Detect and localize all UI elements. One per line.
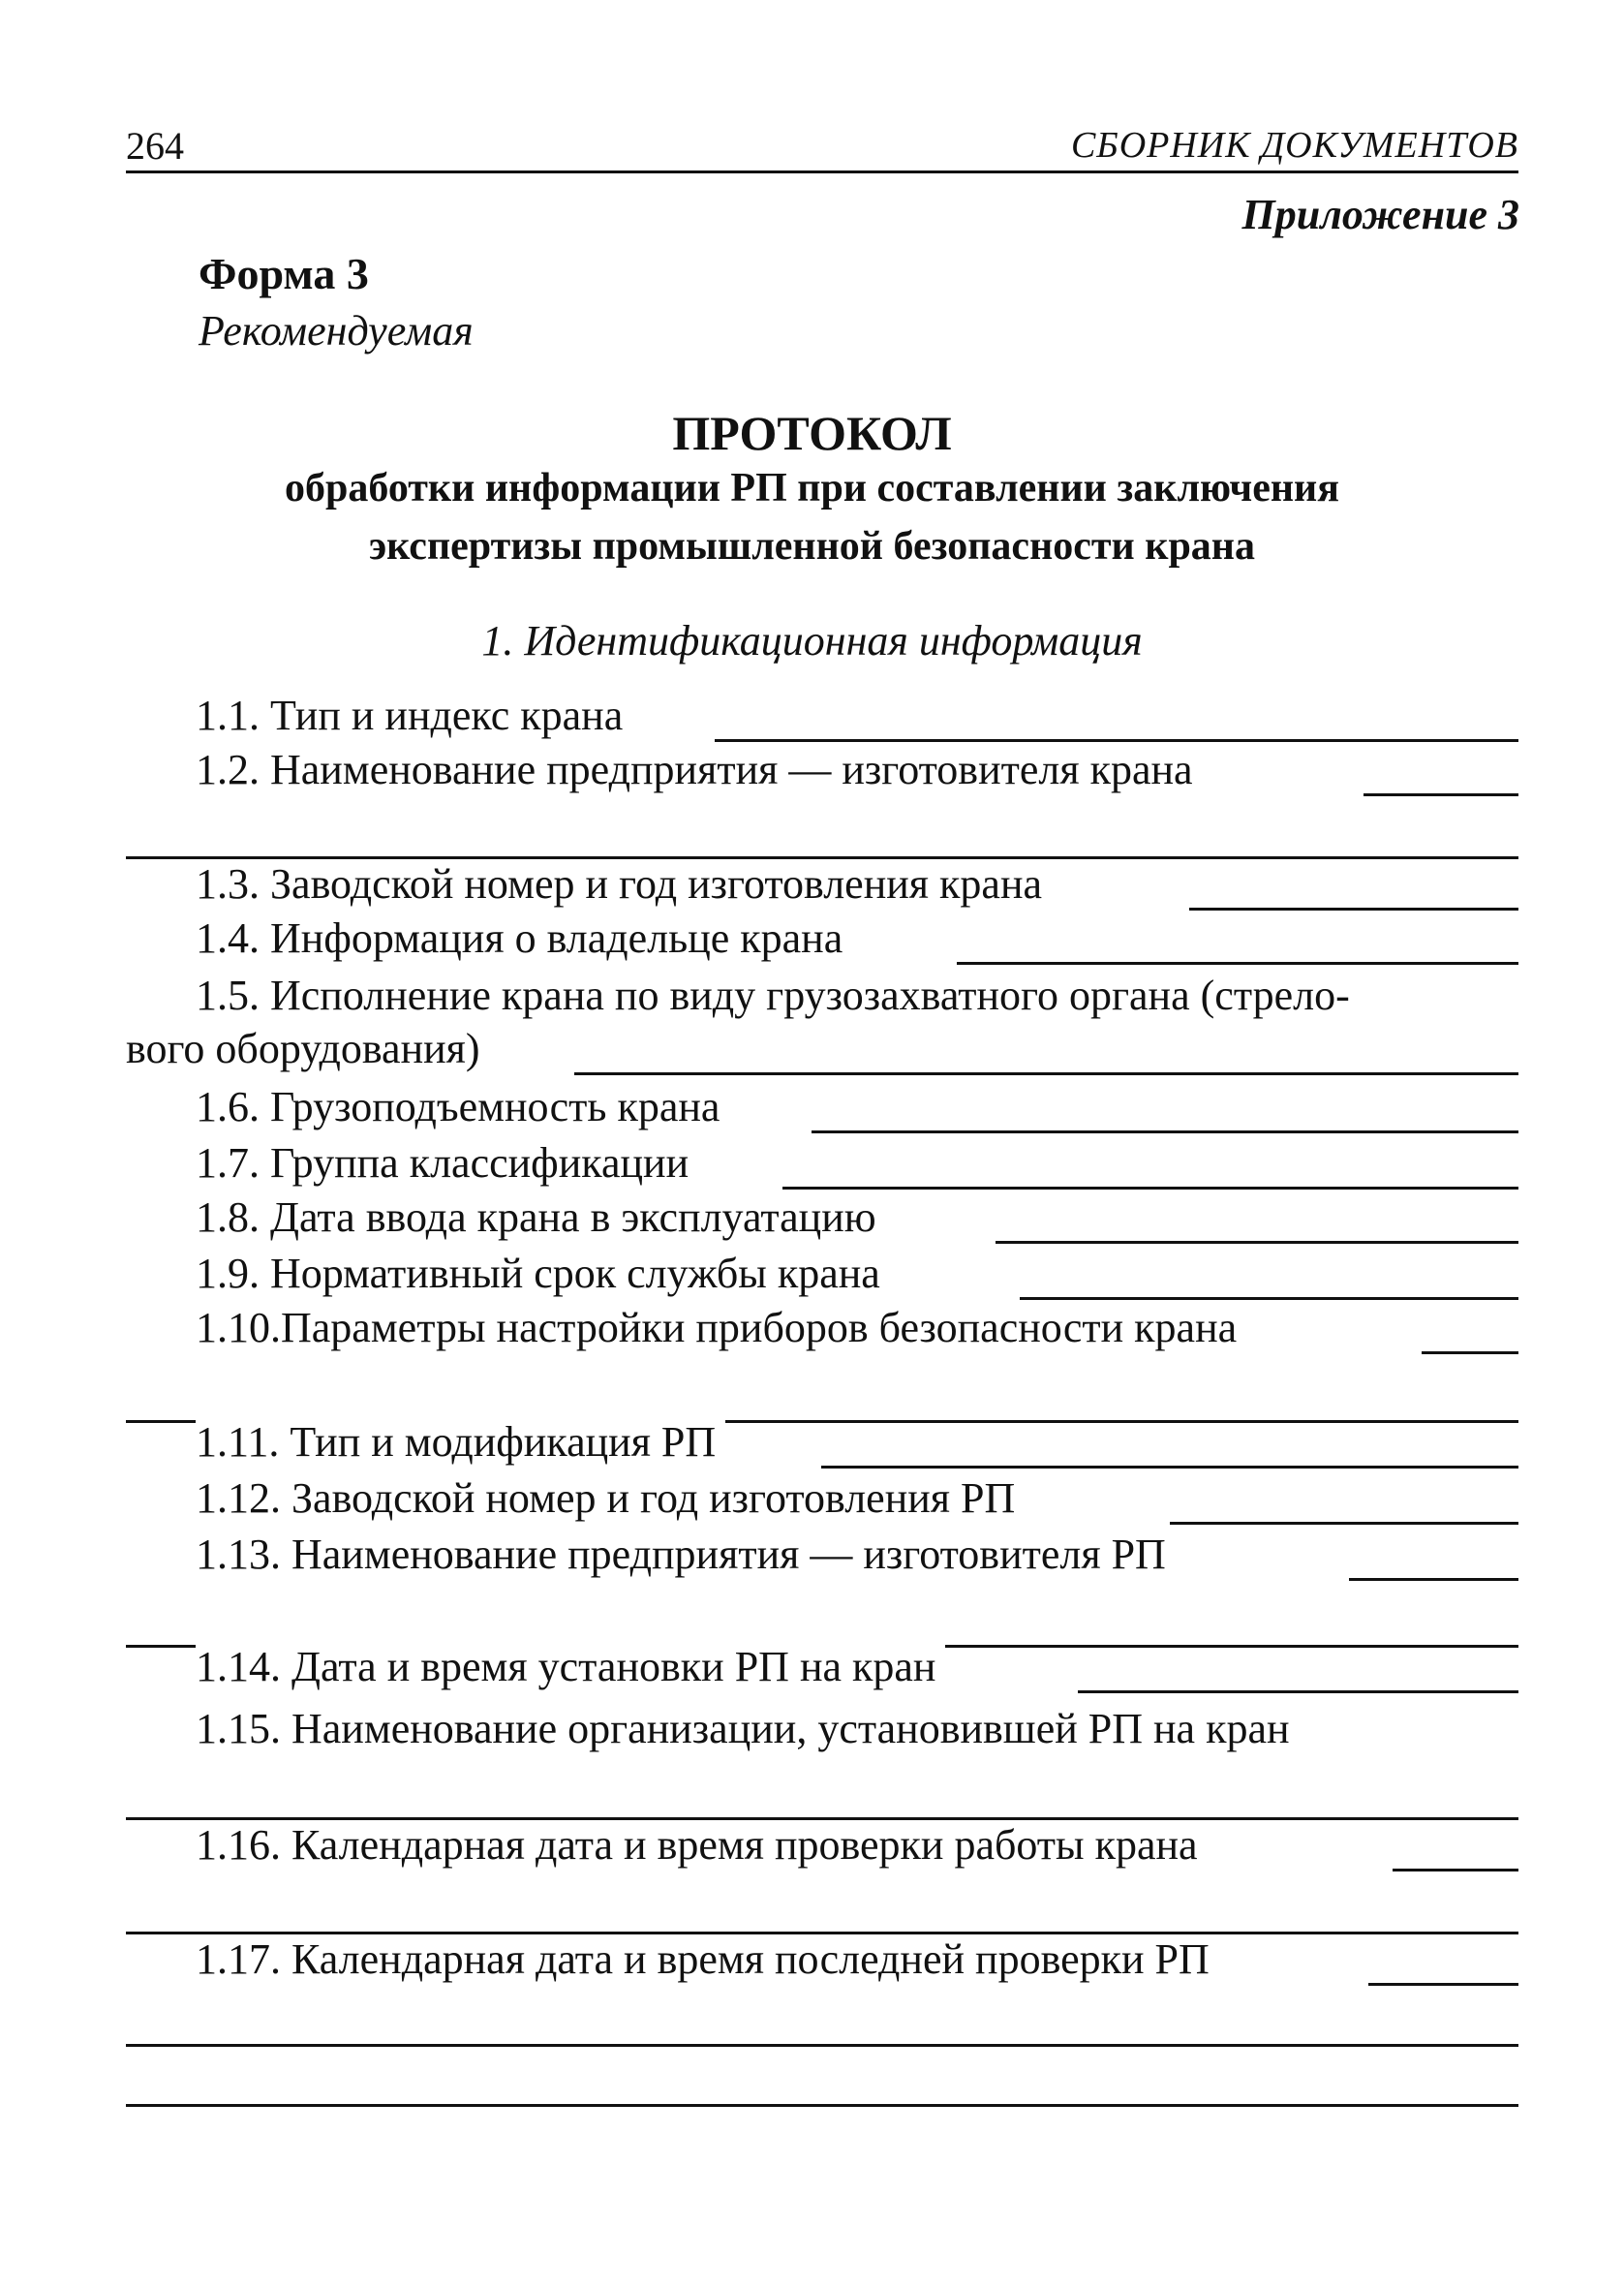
field-1-8 [126,1193,1518,1248]
field-label: 1.3. Заводской номер и год изготовления крана [196,859,1052,909]
fill-line[interactable] [574,1072,1518,1075]
field-1-5-line-1: 1.5. Исполнение крана по виду грузозахватного органа (стрело- [196,972,1350,1019]
field-label: 1.6. Грузоподъемность крана [196,1082,729,1131]
field-label: 1.10.Параметры настройки приборов безопасности крана [196,1303,1246,1352]
document-subtitle-line-2: экспертизы промышленной безопасности крана [369,524,1255,569]
form-subtitle: Рекомендуемая [199,307,474,355]
field-label: 1.14. Дата и время установки РП на кран [196,1642,945,1691]
fill-line[interactable] [1189,908,1518,911]
field-1-6 [126,1083,1518,1137]
field-label: 1.13. Наименование предприятия — изготовителя РП [196,1530,1176,1579]
document-title: ПРОТОКОЛ [672,406,952,460]
field-1-16 [126,1821,1518,1875]
field-label: 1.9. Нормативный срок службы крана [196,1249,890,1298]
field-1-17 [126,1935,1518,1990]
section-heading: 1. Идентификационная информация [481,617,1143,665]
field-1-12 [126,1474,1518,1529]
field-label: 1.8. Дата ввода крана в эксплуатацию [196,1192,886,1242]
fill-line-continuation[interactable] [126,2104,1518,2107]
field-1-7 [126,1139,1518,1193]
field-1-11 [126,1418,1518,1472]
field-1-9 [126,1250,1518,1304]
fill-line[interactable] [821,1466,1518,1469]
fill-line[interactable] [1020,1297,1518,1300]
field-1-13 [126,1531,1518,1585]
field-label: 1.15. Наименование организации, установившей РП на кран [196,1704,1300,1753]
document-subtitle-line-1: обработки информации РП при составлении заключения [285,466,1339,510]
fill-line[interactable] [1368,1983,1518,1986]
field-label: 1.17. Календарная дата и время последней проверки РП [196,1934,1219,1984]
fill-line[interactable] [996,1241,1518,1244]
field-1-10 [126,1304,1518,1358]
page-header [126,108,1518,173]
field-1-14 [126,1643,1518,1697]
fill-line[interactable] [1170,1522,1518,1525]
fill-line[interactable] [1422,1351,1518,1354]
fill-line[interactable] [782,1187,1518,1190]
field-label: 1.12. Заводской номер и год изготовления РП [196,1473,1025,1523]
field-label: 1.2. Наименование предприятия — изготовителя крана [196,745,1203,794]
field-label: 1.7. Группа классификации [196,1138,698,1188]
document-subtitle [0,459,1624,575]
fill-line[interactable] [1393,1869,1518,1871]
field-label: 1.4. Информация о владельце крана [196,913,852,963]
running-title: СБОРНИК ДОКУМЕНТОВ [1070,125,1518,166]
field-1-4 [126,914,1518,969]
fill-line[interactable] [957,962,1518,965]
fill-line-continuation[interactable] [126,2044,1518,2047]
field-1-1 [126,692,1518,746]
fill-line[interactable] [715,739,1518,742]
fill-line[interactable] [1349,1578,1518,1581]
page-number: 264 [126,124,184,168]
fill-line[interactable] [1078,1690,1518,1693]
field-1-3 [126,860,1518,914]
field-label: 1.1. Тип и индекс крана [196,691,632,740]
field-label: 1.11. Тип и модификация РП [196,1417,725,1467]
field-1-15 [126,1705,1518,1759]
fill-line[interactable] [1364,793,1518,796]
form-title: Форма 3 [199,249,369,298]
field-label: 1.16. Календарная дата и время проверки работы крана [196,1820,1208,1870]
field-1-5 [126,1025,1518,1079]
fill-line[interactable] [812,1130,1518,1133]
appendix-label: Приложение 3 [1241,191,1519,238]
field-1-2 [126,746,1518,800]
field-label: вого оборудования) [126,1024,490,1073]
